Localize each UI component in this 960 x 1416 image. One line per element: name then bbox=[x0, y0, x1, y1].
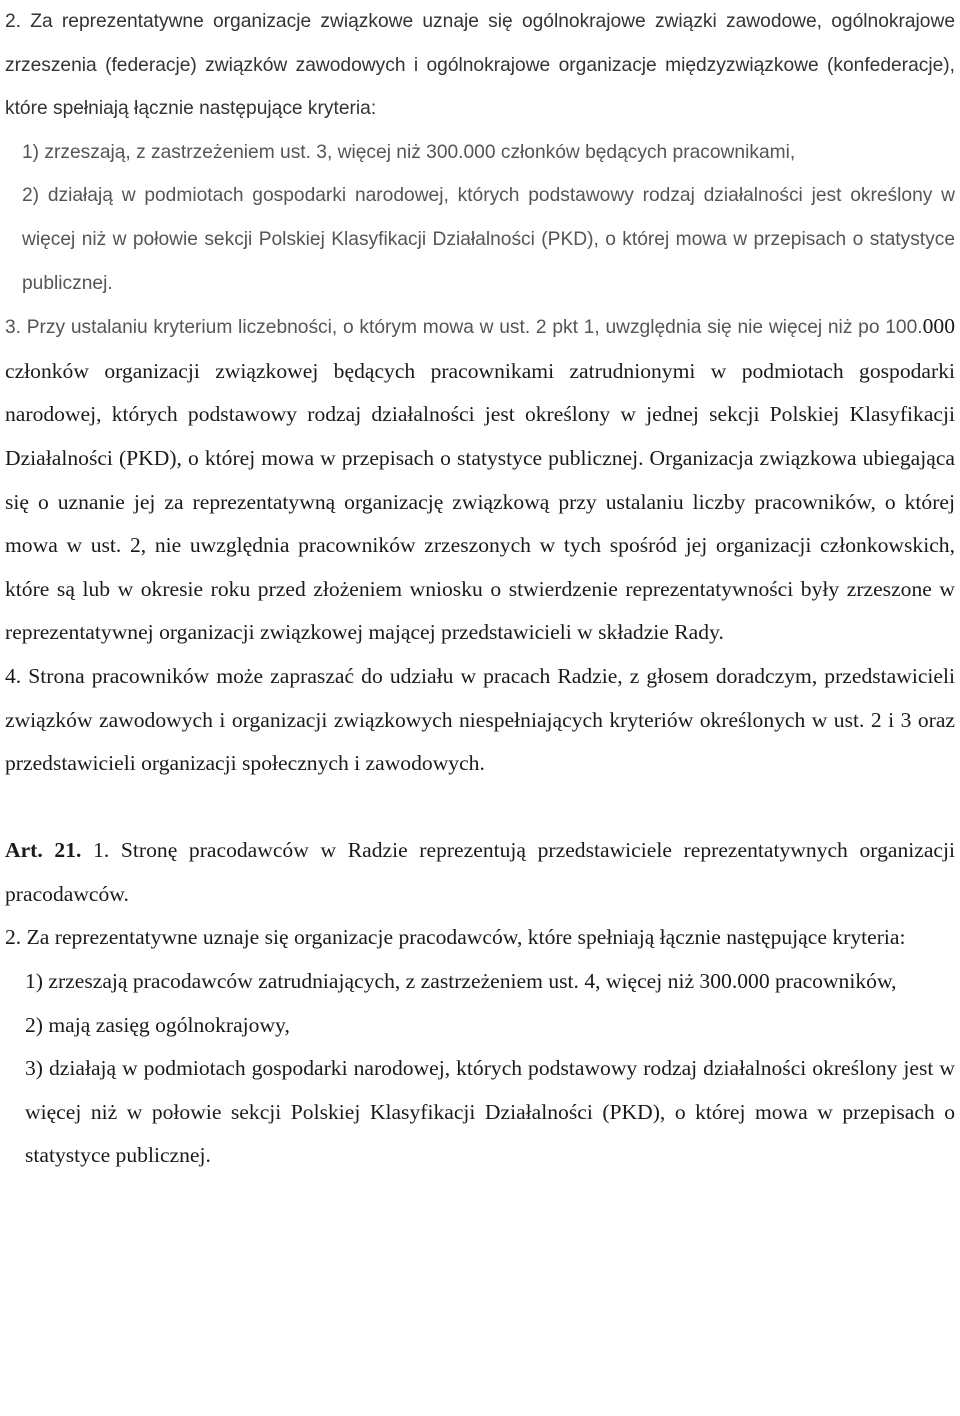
para-2-intro: 2. Za reprezentatywne organizacje związkowe uznaje się ogólnokrajowe związki zawodowe, ogólnokrajowe zrzeszenia (federacje) związków zawodowych i ogólnokrajowe organizacje międzyzwiązkowe (konfederacje), które spełniają łącznie następujące kryteria: bbox=[5, 11, 955, 120]
para-2-item-2: 2) działają w podmiotach gospodarki narodowej, których podstawowy rodzaj działalności jest określony w więcej niż w połowie sekcji Polskiej Klasyfikacji Działalności (PKD), o której mowa w przepisach o statystyce publicznej. bbox=[22, 185, 955, 294]
para-4: 4. Strona pracowników może zapraszać do udziału w pracach Radzie, z głosem doradczym, przedstawicieli związków zawodowych i organizacji związkowych niespełniających kryteriów określonych w ust. 2 i 3 oraz przedstawicieli organizacji społecznych i zawodowych. bbox=[5, 663, 955, 776]
art-21-item-2: 2) mają zasięg ogólnokrajowy, bbox=[25, 1012, 290, 1037]
art-21-label: Art. 21. bbox=[5, 838, 82, 863]
art-21-item-1: 1) zrzeszają pracodawców zatrudniających, z zastrzeżeniem ust. 4, więcej niż 300.000 pracowników, bbox=[25, 969, 897, 994]
para-3-part-b: 000 członków organizacji związkowej będących pracownikami zatrudnionymi w podmiotach gospodarki narodowej, których podstawowy rodzaj działalności jest określony w jednej sekcji Polskiej Klasyfikacji Działalności (PKD), o której mowa w przepisach o statystyce publicznej. Organizacja związkowa ubiegająca się o uznanie jej za reprezentatywną organizację związkową przy ustalaniu liczby pracowników, o której mowa w ust. 2, nie uwzględnia pracowników zrzeszonych w tych spośród jej organizacji członkowskich, które są lub w okresie roku przed złożeniem wniosku o stwierdzenie reprezentatywności były zrzeszone w reprezentatywnej organizacji związkowej mającej przedstawicieli w składzie Rady. bbox=[5, 314, 955, 645]
para-2-item-1-part-b: 000 członków będących pracownikami, bbox=[463, 141, 796, 163]
art-21-para-2-intro: 2. Za reprezentatywne uznaje się organizacje pracodawców, które spełniają łącznie następujące kryteria: bbox=[5, 925, 906, 950]
para-2-item-1 bbox=[5, 131, 955, 175]
art-21-item-3: 3) działają w podmiotach gospodarki narodowej, których podstawowy rodzaj działalności określony jest w więcej niż w połowie sekcji Polskiej Klasyfikacji Działalności (PKD), o której mowa w przepisach o statystyce publicznej. bbox=[25, 1056, 955, 1168]
para-3-part-a: 3. Przy ustalaniu kryterium liczebności, o którym mowa w ust. 2 pkt 1, uwzględnia się nie więcej niż po 100. bbox=[5, 317, 923, 339]
art-21-para-1-text: 1. Stronę pracodawców w Radzie reprezentują przedstawiciele reprezentatywnych organizacji pracodawców. bbox=[5, 838, 955, 906]
para-2-item-1-part-a: 1) zrzeszają, z zastrzeżeniem ust. 3, więcej niż 300. bbox=[22, 141, 464, 163]
para-3 bbox=[5, 305, 955, 655]
art-21-para-1 bbox=[5, 829, 955, 916]
